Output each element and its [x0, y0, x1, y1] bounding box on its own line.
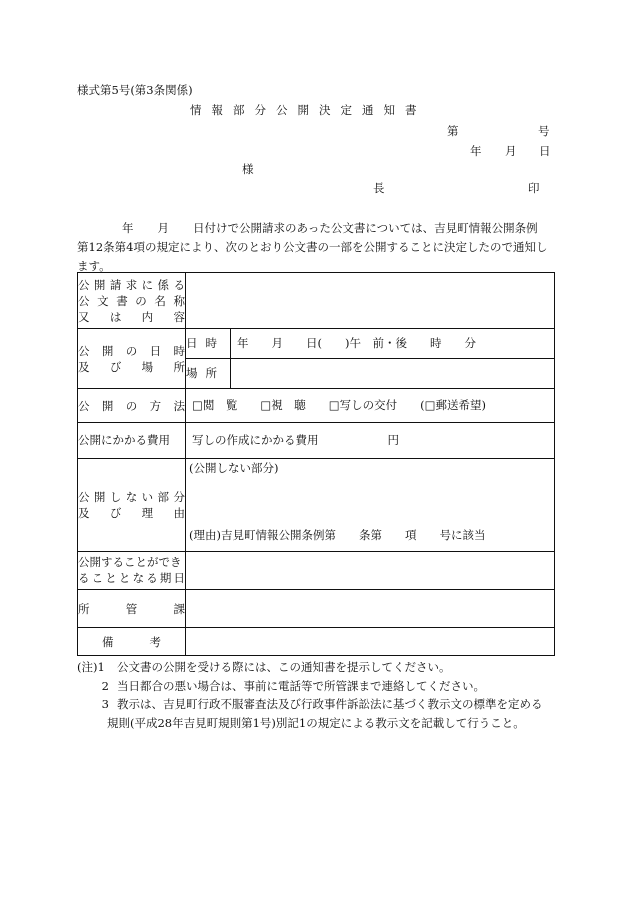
label-document-name-l1: 公 開 請 求 に 係 る	[78, 277, 185, 292]
value-method-options[interactable]: □閲 覧 □視 聴 □写しの交付 (□郵送希望)	[186, 389, 555, 423]
note-3	[77, 695, 557, 714]
note-2	[77, 677, 557, 696]
value-department[interactable]	[186, 590, 555, 628]
sender-title: 長	[373, 181, 385, 195]
intro-line2: 第12条第4項の規定により、次のとおり公文書の一部を公開することに決定したので通知し	[77, 240, 548, 254]
seal-mark: 印	[528, 181, 540, 195]
issue-date-day: 日	[539, 144, 551, 158]
value-document-name[interactable]	[186, 273, 555, 329]
form-number-label: 様式第5号(第3条関係)	[77, 83, 193, 97]
label-department	[78, 590, 186, 628]
row-disclosable-date	[78, 552, 555, 590]
intro-line1: 日付けで公開請求のあった公文書については、吉見町情報公開条例	[193, 221, 538, 235]
label-document-name-l3: 又 は 内 容	[78, 309, 185, 324]
intro-paragraph	[77, 219, 552, 276]
label-document-name	[78, 273, 186, 329]
note-2-num: 2	[101, 678, 109, 693]
note-3-text: 教示は、吉見町行政不服審査法及び行政事件訴訟法に基づく教示文の標準を定める	[117, 697, 543, 711]
value-datetime[interactable]: 年 月 日( )午 前・後 時 分	[231, 329, 555, 359]
label-remarks-text: 備 考	[102, 634, 161, 649]
label-remarks	[78, 628, 186, 656]
note-3-continuation: 規則(平成28年吉見町規則第1号)別記1の規定による教示文を記載して行うこと。	[107, 715, 525, 730]
note-2-text: 当日都合の悪い場合は、事前に電話等で所管課まで連絡してください。	[117, 678, 485, 693]
value-place[interactable]	[231, 359, 555, 389]
row-document-name	[78, 273, 555, 329]
row-datetime	[78, 329, 555, 359]
value-remarks[interactable]	[186, 628, 555, 656]
intro-line3: ます。	[77, 259, 111, 273]
label-datetime-place-l2: 及 び 場 所	[78, 359, 185, 374]
label-disclosable-date-l1: 公開することができ	[78, 555, 182, 569]
doc-number-go: 号	[538, 124, 550, 138]
label-undisclosed-l2: 及 び 理 由	[78, 506, 185, 520]
label-document-name-l2: 公 文 書 の 名 称	[78, 293, 185, 308]
issue-date-year: 年	[470, 144, 482, 158]
value-cost[interactable]: 写しの作成にかかる費用 円	[186, 423, 555, 459]
note-1	[77, 658, 557, 677]
doc-number-dai: 第	[447, 124, 459, 138]
disclosure-form-table	[77, 272, 555, 656]
undisclosed-part-label: (公開しない部分)	[189, 461, 279, 475]
row-department	[78, 590, 555, 628]
row-method	[78, 389, 555, 423]
label-cost-text: 公開にかかる費用	[78, 433, 170, 447]
row-cost	[78, 423, 555, 459]
label-department-text: 所 管 課	[78, 601, 185, 616]
label-method	[78, 389, 186, 423]
label-datetime-place	[78, 329, 186, 389]
intro-month: 月	[157, 221, 169, 235]
row-undisclosed	[78, 459, 555, 552]
intro-year: 年	[122, 221, 134, 235]
label-method-text: 公 開 の 方 法	[78, 398, 185, 413]
undisclosed-reason-line: (理由)吉見町情報公開条例第 条第 項 号に該当	[189, 528, 486, 542]
label-disclosable-date	[78, 552, 186, 590]
notes-section	[77, 658, 557, 732]
label-cost	[78, 423, 186, 459]
label-undisclosed	[78, 459, 186, 552]
label-datetime-place-l1: 公 開 の 日 時	[78, 343, 185, 358]
note-1-text: 公文書の公開を受ける際には、この通知書を提示してください。	[117, 660, 451, 674]
label-disclosable-date-l2: る こ と と な る 期 日	[78, 571, 185, 585]
sublabel-datetime: 日時	[186, 329, 231, 359]
label-undisclosed-l1: 公 開 し な い 部 分	[78, 490, 185, 504]
document-title: 情報部分公開決定通知書	[190, 103, 427, 117]
row-remarks	[78, 628, 555, 656]
note-3-num: 3	[101, 697, 109, 711]
sublabel-place: 場所	[186, 359, 231, 389]
note-1-num: (注)1	[77, 660, 105, 674]
recipient-suffix: 様	[242, 162, 254, 176]
value-disclosable-date[interactable]	[186, 552, 555, 590]
issue-date-month: 月	[505, 144, 517, 158]
value-undisclosed[interactable]	[186, 459, 555, 552]
